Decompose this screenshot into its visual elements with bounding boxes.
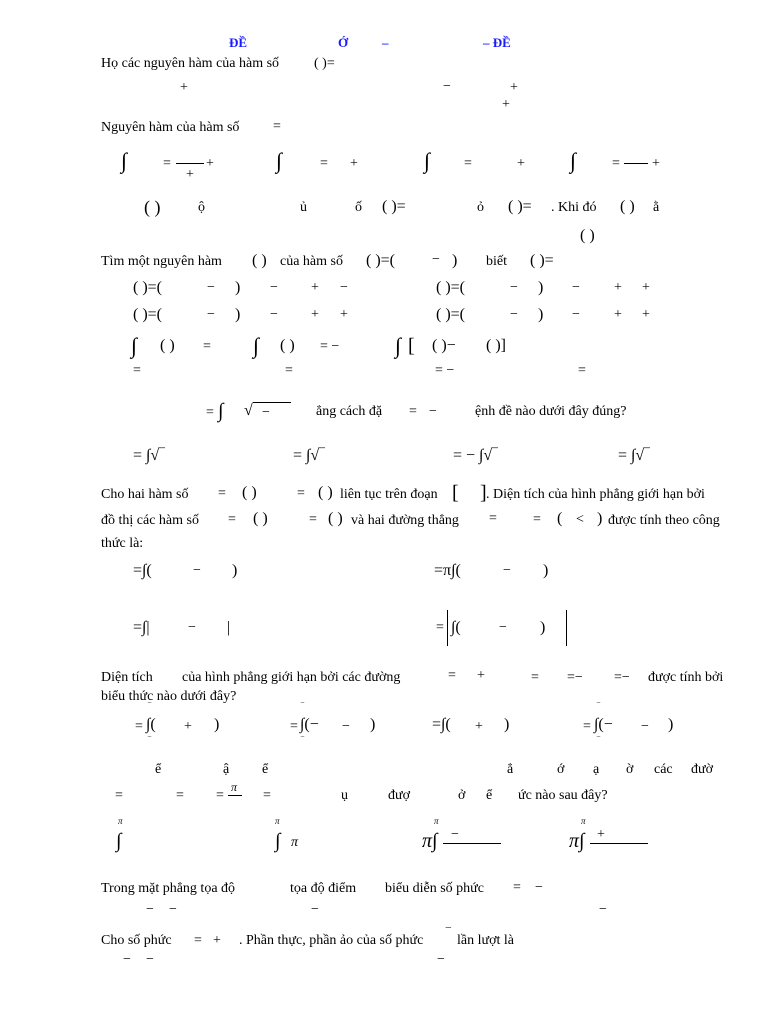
q4-p3: − bbox=[432, 252, 440, 267]
q9-l2g: đượ bbox=[388, 788, 410, 803]
q9-a-upper: π bbox=[118, 816, 123, 826]
q3-p2: ộ bbox=[198, 200, 205, 215]
q2-c-integral: ∫ bbox=[424, 148, 431, 173]
q10-text: Trong mặt phẳng tọa độ bbox=[101, 881, 236, 896]
q5-i2-paren: ( ) bbox=[280, 337, 295, 354]
q6-sqrt-bar bbox=[253, 402, 291, 403]
q2-b-integral: ∫ bbox=[276, 148, 283, 173]
q5-i1-eq: = bbox=[203, 339, 211, 354]
q5-integral-3: ∫ bbox=[395, 333, 402, 358]
q4-c-m1: − bbox=[207, 307, 215, 322]
q2-c-plus: + bbox=[517, 156, 525, 171]
q5-opt-a: = bbox=[133, 363, 141, 378]
q6-sqrt: √ bbox=[244, 402, 253, 419]
q3-p8: . Khi đó bbox=[551, 200, 597, 215]
q8-a-bar-top: ‾ bbox=[148, 702, 151, 712]
q4-d-m3: + bbox=[614, 307, 622, 322]
q1-text: Họ các nguyên hàm của hàm số bbox=[101, 56, 280, 71]
q8-c-close: ) bbox=[504, 716, 510, 733]
q5-i1-paren: ( ) bbox=[160, 337, 175, 354]
q2-a-integral: ∫ bbox=[121, 148, 128, 173]
q6-option-c: = − ∫√‾ bbox=[453, 447, 498, 464]
q1-fx: ( )= bbox=[314, 56, 335, 71]
q6-text: ẳng cách đặ bbox=[316, 404, 383, 419]
q3-p7: ( )= bbox=[508, 198, 532, 215]
q4-b-m2: − bbox=[572, 280, 580, 295]
q7-l1f: liên tục trên đoạn bbox=[340, 487, 438, 502]
q9-l2d: π bbox=[231, 780, 238, 794]
q8-a-bar-bottom: ‾ bbox=[148, 736, 151, 746]
q9-l1h: các bbox=[654, 762, 673, 777]
q10-option-c: − bbox=[311, 902, 319, 917]
q7-b-close: ) bbox=[543, 562, 549, 579]
q8-b-bar-bottom: ‾ bbox=[301, 736, 304, 746]
q8-l1g: =− bbox=[614, 670, 630, 685]
q8-l2: biểu thức nào dưới đây? bbox=[101, 689, 237, 704]
q2-a-fraction-bar bbox=[176, 163, 204, 164]
q2-d-eq: = bbox=[612, 156, 620, 171]
q10-text2: tọa độ điểm bbox=[290, 881, 357, 896]
q9-d-integral: π∫ bbox=[569, 830, 585, 852]
q9-b-integral: ∫ bbox=[275, 830, 281, 852]
q4-d-expr: ( )=( bbox=[436, 306, 466, 323]
q4-a-m3: + bbox=[311, 280, 319, 295]
q8-d-int: ∫(− bbox=[594, 716, 613, 733]
q8-l1h: được tính bởi bbox=[648, 670, 724, 685]
q7-c-close: | bbox=[227, 619, 231, 636]
q11-text2: . Phần thực, phần ảo của số phức bbox=[239, 933, 424, 948]
q9-d-fraction-bar bbox=[590, 843, 648, 844]
q3-p1: ( ) bbox=[144, 197, 161, 217]
q8-a-close: ) bbox=[214, 716, 220, 733]
q3-p10: ằ bbox=[653, 200, 660, 215]
q4-p5: ( )= bbox=[530, 252, 554, 269]
q9-l2f: ụ bbox=[341, 788, 348, 803]
q2-d-integral: ∫ bbox=[570, 148, 577, 173]
q4-d-r: ) bbox=[538, 306, 544, 323]
q6-eq: = bbox=[206, 405, 214, 420]
q8-l1a: Diện tích bbox=[101, 670, 153, 685]
q11-text3: lần lượt là bbox=[457, 933, 514, 948]
q7-l2b: = bbox=[228, 512, 236, 527]
q2-text: Nguyên hàm của hàm số bbox=[101, 120, 240, 135]
q7-a-lead: =∫( bbox=[133, 562, 152, 579]
q7-l2c: ( ) bbox=[253, 510, 268, 527]
q5-integral-1: ∫ bbox=[131, 333, 138, 358]
q2-a-plus: + bbox=[206, 156, 214, 171]
q4-c-m3: + bbox=[311, 307, 319, 322]
q4-p2: ( )=( bbox=[366, 252, 396, 269]
q7-b-lead: =π∫( bbox=[434, 562, 461, 579]
q9-c-minus: − bbox=[451, 827, 459, 842]
q4-a-expr: ( )=( bbox=[133, 279, 163, 296]
q6-minus2: − bbox=[429, 404, 437, 419]
q7-d-abs-left bbox=[447, 610, 448, 646]
q8-b-int: ∫(− bbox=[300, 716, 319, 733]
q9-c-fraction-bar bbox=[443, 843, 501, 844]
q9-l2c: = bbox=[216, 788, 224, 803]
q9-l1f: ạ bbox=[593, 762, 600, 777]
q7-d-integral: ∫( bbox=[451, 619, 461, 636]
q4-b-expr: ( )=( bbox=[436, 279, 466, 296]
q9-a-integral: ∫ bbox=[116, 830, 122, 852]
q5-i2-eq: = − bbox=[320, 339, 340, 354]
q4-text2: của hàm số bbox=[280, 254, 343, 269]
q8-b-eq: = bbox=[290, 719, 298, 734]
q8-c-lead: =∫( bbox=[432, 716, 451, 733]
q5-i3-paren: ( )− bbox=[432, 337, 456, 354]
q2-a-eq: = bbox=[163, 156, 171, 171]
q7-a-close: ) bbox=[232, 562, 238, 579]
q7-d-lead: = bbox=[436, 620, 444, 635]
q6-minus: − bbox=[262, 405, 270, 420]
q3-p3: ủ bbox=[300, 200, 307, 215]
q8-l1d: + bbox=[477, 668, 485, 683]
exam-title-part-2: Ớ bbox=[338, 35, 349, 50]
q1-option-c: + bbox=[510, 80, 518, 95]
q9-d-upper: π bbox=[581, 816, 586, 826]
q8-d-minus: − bbox=[641, 719, 649, 734]
q7-d-minus: − bbox=[499, 620, 507, 635]
q4-b-m3: + bbox=[614, 280, 622, 295]
q9-l1c: ể bbox=[262, 762, 269, 777]
q7-d-abs-right bbox=[566, 610, 567, 646]
q7-c-lead: =∫| bbox=[133, 619, 150, 636]
q9-l2a: = bbox=[115, 788, 123, 803]
q7-l2d: = bbox=[309, 512, 317, 527]
q7-l1i: . Diện tích của hình phẳng giới hạn bởi bbox=[486, 487, 705, 502]
q9-d-plus: + bbox=[597, 827, 605, 842]
q7-l1e: ( ) bbox=[318, 484, 333, 501]
q2-b-plus: + bbox=[350, 156, 358, 171]
q9-l1i: đườ bbox=[691, 762, 713, 777]
q9-l1e: ớ bbox=[557, 762, 565, 777]
q9-b-pi: π bbox=[291, 835, 299, 850]
q7-l2h: = bbox=[533, 512, 541, 527]
q11-plus: + bbox=[213, 933, 221, 948]
q7-c-minus: − bbox=[188, 620, 196, 635]
q7-l2f: và hai đường thẳng bbox=[351, 513, 459, 528]
q8-b-bar-top: ‾ bbox=[301, 702, 304, 712]
q7-l3: thức là: bbox=[101, 536, 144, 551]
q4-a-m2: − bbox=[270, 280, 278, 295]
q5-integral-2: ∫ bbox=[253, 333, 260, 358]
q1-option-a: + bbox=[180, 80, 188, 95]
exam-title-part-4: – ĐỀ bbox=[483, 35, 511, 50]
q3-p5: ( )= bbox=[382, 198, 406, 215]
q9-pi-fraction-bar bbox=[228, 795, 242, 796]
q7-l1b: = bbox=[218, 486, 226, 501]
q4-b-m4: + bbox=[642, 280, 650, 295]
q5-i3-paren2: ( )] bbox=[486, 337, 506, 354]
q4-c-m4: + bbox=[340, 307, 348, 322]
q3-p6: ỏ bbox=[477, 200, 484, 215]
q7-l2e: ( ) bbox=[328, 510, 343, 527]
q8-a-eq: = bbox=[135, 719, 143, 734]
q9-l1d: ẳ bbox=[507, 762, 514, 777]
q4-a-r: ) bbox=[235, 279, 241, 296]
q1-option-d: + bbox=[502, 97, 510, 112]
q4-a-m1: − bbox=[207, 280, 215, 295]
q9-l2b: = bbox=[176, 788, 184, 803]
q8-a-int: ∫( bbox=[146, 716, 156, 733]
q10-option-d: − bbox=[599, 902, 607, 917]
q7-a-minus: − bbox=[193, 563, 201, 578]
q9-l1g: ờ bbox=[626, 762, 634, 777]
q4-text: Tìm một nguyên hàm bbox=[101, 254, 222, 269]
q4-d-m2: − bbox=[572, 307, 580, 322]
q4-b-m1: − bbox=[510, 280, 518, 295]
q4-p4: ) bbox=[452, 252, 458, 269]
q6-option-a: = ∫√‾ bbox=[133, 447, 165, 464]
q9-l1a: ể bbox=[155, 762, 162, 777]
q4-d-m1: − bbox=[510, 307, 518, 322]
q7-l2k: ) bbox=[597, 510, 603, 527]
q4-d-m4: + bbox=[642, 307, 650, 322]
q4-p1: ( ) bbox=[252, 252, 267, 269]
q3-p11: ( ) bbox=[580, 227, 595, 244]
q3-p9: ( ) bbox=[620, 198, 635, 215]
q6-option-d: = ∫√‾ bbox=[618, 447, 650, 464]
q7-l1h: ] bbox=[480, 482, 487, 504]
q7-l1c: ( ) bbox=[242, 484, 257, 501]
q8-l1c: = bbox=[448, 668, 456, 683]
q8-d-bar-top: ‾ bbox=[597, 702, 600, 712]
q7-l1a: Cho hai hàm số bbox=[101, 487, 189, 502]
q11-option-a: − bbox=[123, 952, 131, 967]
q2-d-plus: + bbox=[652, 156, 660, 171]
q10-minus: − bbox=[535, 880, 543, 895]
q7-l1d: = bbox=[297, 486, 305, 501]
q7-l2a: đồ thị các hàm số bbox=[101, 513, 199, 528]
q6-option-b: = ∫√‾ bbox=[293, 447, 325, 464]
q6-eq2: = bbox=[409, 404, 417, 419]
q11-bar: ‾ bbox=[446, 927, 451, 942]
q9-l2e: = bbox=[263, 788, 271, 803]
q7-l2g: = bbox=[489, 511, 497, 526]
q11-eq: = bbox=[194, 933, 202, 948]
q4-c-r: ) bbox=[235, 306, 241, 323]
q4-text3: biết bbox=[486, 254, 507, 269]
q7-l2i: ( bbox=[557, 510, 563, 527]
q5-opt-d: = bbox=[578, 363, 586, 378]
q5-i3-bracket: [ bbox=[408, 335, 415, 357]
q7-l2l: được tính theo công bbox=[608, 513, 720, 528]
q5-opt-c: = − bbox=[435, 363, 455, 378]
q5-opt-b: = bbox=[285, 363, 293, 378]
q9-l2i: ể bbox=[486, 788, 493, 803]
q8-l1b: của hình phẳng giới hạn bởi các đường bbox=[182, 670, 401, 685]
q8-d-bar-bottom: ‾ bbox=[597, 736, 600, 746]
q8-b-close: ) bbox=[370, 716, 376, 733]
q2-eq: = bbox=[273, 119, 281, 134]
q6-integral: ∫ bbox=[218, 400, 224, 422]
q3-p4: ố bbox=[355, 200, 362, 215]
q8-d-eq: = bbox=[583, 719, 591, 734]
q8-a-plus: + bbox=[184, 719, 192, 734]
q2-c-eq: = bbox=[464, 156, 472, 171]
q9-l1b: ậ bbox=[223, 762, 230, 777]
q4-c-m2: − bbox=[270, 307, 278, 322]
q10-option-a: − bbox=[146, 902, 154, 917]
q4-c-expr: ( )=( bbox=[133, 306, 163, 323]
q2-d-fraction-bar bbox=[624, 163, 648, 164]
q10-option-b: − bbox=[169, 902, 177, 917]
q7-b-minus: − bbox=[503, 563, 511, 578]
q7-l2j: < bbox=[576, 512, 584, 527]
q9-l2j: ức nào sau đây? bbox=[518, 788, 608, 803]
q9-l2h: ở bbox=[458, 788, 466, 803]
q8-c-plus: + bbox=[475, 719, 483, 734]
q7-l1g: [ bbox=[452, 482, 459, 504]
q11-option-c: − bbox=[437, 952, 445, 967]
q2-a-den: + bbox=[186, 167, 194, 182]
q8-b-minus: − bbox=[342, 719, 350, 734]
q9-c-integral: π∫ bbox=[422, 830, 438, 852]
q2-b-eq: = bbox=[320, 156, 328, 171]
q10-text3: biểu diễn số phức bbox=[385, 881, 484, 896]
q8-l1e: = bbox=[531, 670, 539, 685]
q8-l1f: =− bbox=[567, 670, 583, 685]
q8-d-close: ) bbox=[668, 716, 674, 733]
exam-title-part-3: – bbox=[382, 35, 389, 50]
q10-eq: = bbox=[513, 880, 521, 895]
q7-d-close: ) bbox=[540, 619, 546, 636]
q9-b-upper: π bbox=[275, 816, 280, 826]
q4-b-r: ) bbox=[538, 279, 544, 296]
q11-option-b: − bbox=[146, 952, 154, 967]
exam-title-part-1: ĐỀ bbox=[229, 35, 248, 50]
q6-text2: ệnh đề nào dưới đây đúng? bbox=[475, 404, 627, 419]
q4-a-m4: − bbox=[340, 280, 348, 295]
q11-text: Cho số phức bbox=[101, 933, 172, 948]
q1-option-b: − bbox=[443, 79, 451, 94]
q9-c-upper: π bbox=[434, 816, 439, 826]
